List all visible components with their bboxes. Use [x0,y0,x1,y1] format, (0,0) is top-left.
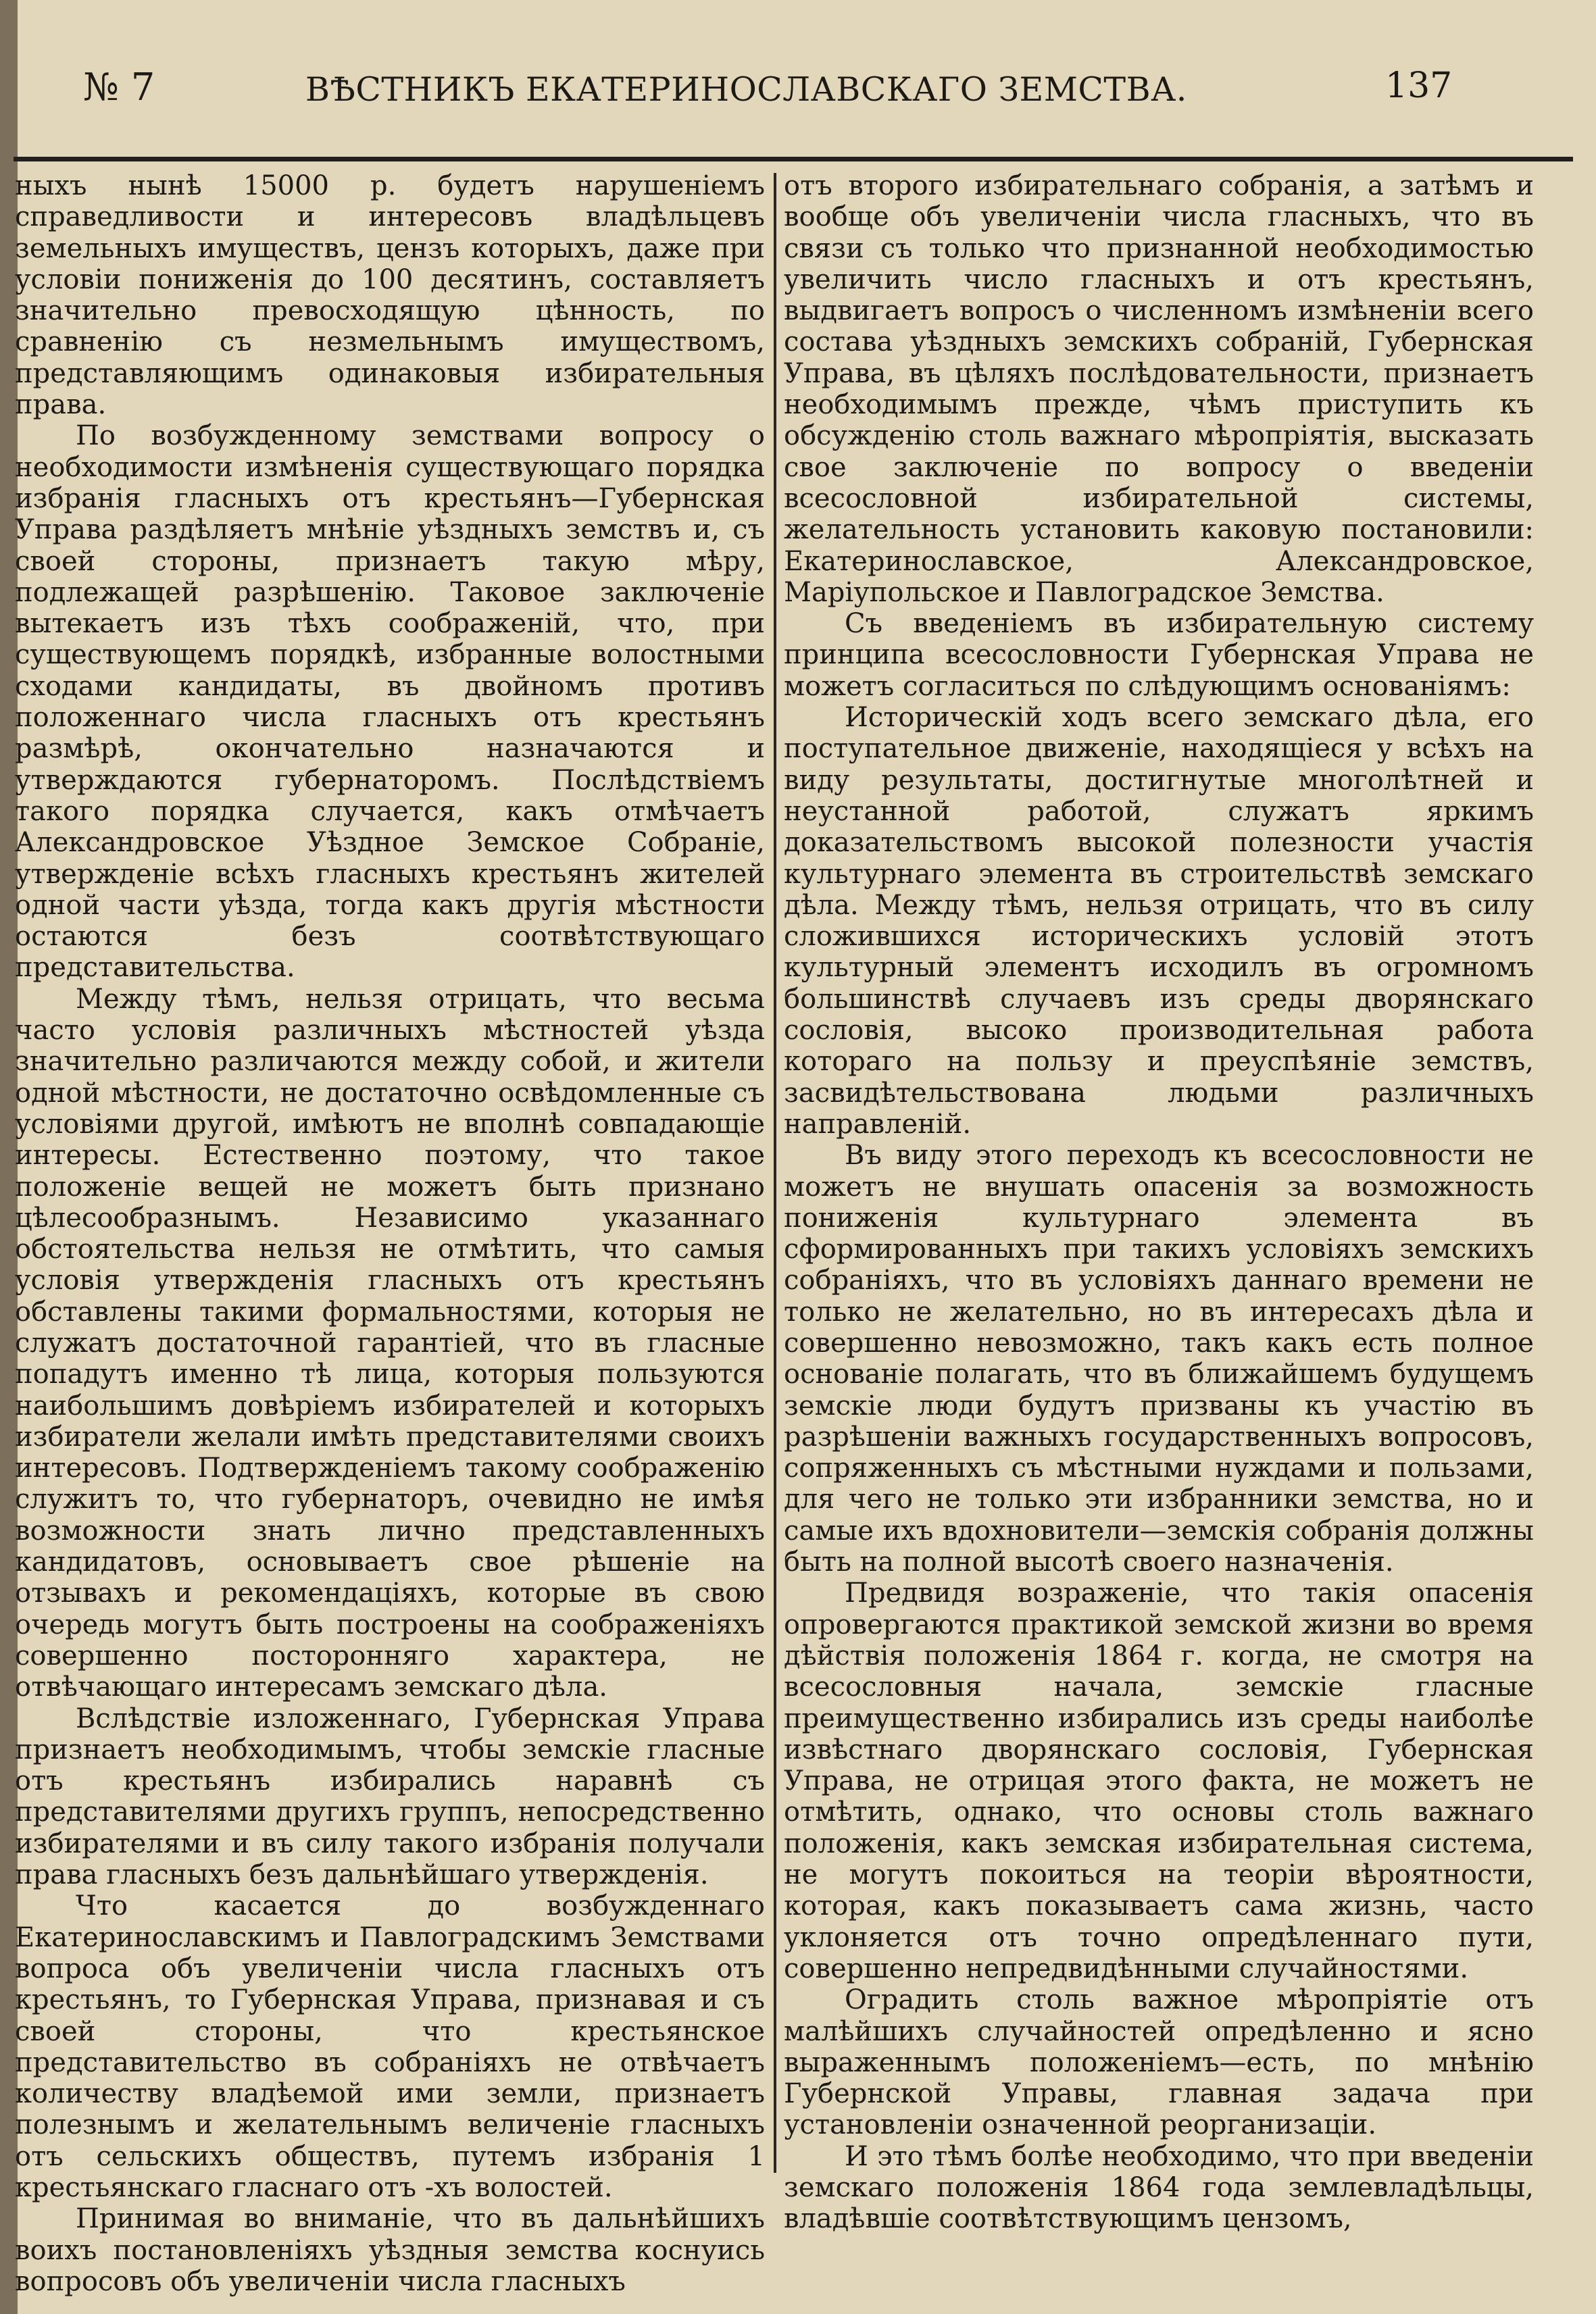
right-paragraph-3: Историческій ходъ всего земскаго дѣла, его поступательное движеніе, находящіеся у всѣхъ на виду результаты, достигнутые многолѣтней и неустанной работой, служатъ яркимъ доказательствомъ высокой полезности участія культурнаго элемента въ строительствѣ земскаго дѣла. Между тѣмъ, нельзя отрицать, что въ силу сложившихся историческихъ условій этотъ культурный элементъ исходилъ въ огромномъ большинствѣ случаевъ изъ среды дворянскаго сословія, высоко производительная работа котораго на пользу и преуспѣяніе земствъ, засвидѣтельствована людьми различныхъ направленій. [784,702,1534,1140]
left-column [15,170,765,2297]
right-paragraph-1: отъ второго избирательнаго собранія, а затѣмъ и вообще объ увеличеніи числа гласныхъ, что въ связи съ только что признанной необходимостью увеличить число гласныхъ и отъ крестьянъ, выдвигаетъ вопросъ о численномъ измѣненіи всего состава уѣздныхъ земскихъ собраній, Губернская Управа, въ цѣляхъ послѣдовательности, признаетъ необходимымъ прежде, чѣмъ приступить къ обсужденію столь важнаго мѣропріятія, высказать свое заключеніе по вопросу о введеніи всесословной избирательной системы, желательность установить каковую постановили: Екатеринославское, Александровское, Маріупольское и Павлоградское Земства. [784,170,1534,608]
left-paragraph-6: Принимая во вниманіе, что въ дальнѣйшихъ воихъ постановленіяхъ уѣздныя земства коснуись вопросовъ объ увеличеніи числа гласныхъ [15,2203,765,2297]
issue-number: № 7 [83,66,155,109]
left-paragraph-1: ныхъ нынѣ 15000 р. будетъ нарушеніемъ справедливости и интересовъ владѣльцевъ земельныхъ имуществъ, цензъ которыхъ, даже при условіи пониженія до 100 десятинъ, составляетъ значительно превосходящую цѣнность, по сравненію съ незмельнымъ имуществомъ, представляющимъ одинаковыя избирательныя права. [15,170,765,421]
page-number: 137 [1385,66,1453,106]
right-paragraph-2: Съ введеніемъ въ избирательную систему принципа всесословности Губернская Управа не можетъ согласиться по слѣдующимъ основаніямъ: [784,608,1534,702]
header-rule [14,157,1573,161]
left-paragraph-2: По возбужденному земствами вопросу о необходимости измѣненія существующаго порядка избранія гласныхъ отъ крестьянъ—Губернская Управа раздѣляетъ мнѣніе уѣздныхъ земствъ и, съ своей стороны, признаетъ такую мѣру, подлежащей разрѣшенію. Таковое заключеніе вытекаетъ изъ тѣхъ соображеній, что, при существующемъ порядкѣ, избранные волостными сходами кандидаты, въ двойномъ противъ положеннаго числа гласныхъ отъ крестьянъ размѣрѣ, окончательно назначаются и утверждаются губернаторомъ. Послѣдствіемъ такого порядка случается, какъ отмѣчаетъ Александровское Уѣздное Земское Собраніе, утвержденіе всѣхъ гласныхъ крестьянъ жителей одной части уѣзда, тогда какъ другія мѣстности остаются безъ соотвѣтствующаго представительства. [15,420,765,984]
right-paragraph-4: Въ виду этого переходъ къ всесословности не можетъ не внушать опасенія за возможность пониженія культурнаго элемента въ сформированныхъ при такихъ условіяхъ земскихъ собраніяхъ, что въ условіяхъ даннаго времени не только не желательно, но въ интересахъ дѣла и совершенно невозможно, такъ какъ есть полное основаніе полагать, что въ ближайшемъ будущемъ земскіе люди будутъ призваны къ участію въ разрѣшеніи важныхъ государственныхъ вопросовъ, сопряженныхъ съ мѣстными нуждами и пользами, для чего не только эти избранники земства, но и самые ихъ вдохновители—земскія собранія должны быть на полной высотѣ своего назначенія. [784,1140,1534,1578]
right-column [784,170,1534,2235]
journal-title: ВѢСТНИКЪ ЕКАТЕРИНОСЛАВСКАГО ЗЕМСТВА. [305,70,1187,109]
right-paragraph-5: Предвидя возраженіе, что такія опасенія опровергаются практикой земской жизни во время дѣйствія положенія 1864 г. когда, не смотря на всесословныя начала, земскіе гласные преимущественно избирались изъ среды наиболѣе извѣстнаго дворянскаго сословія, Губернская Управа, не отрицая этого факта, не можетъ не отмѣтить, однако, что основы столь важнаго положенія, какъ земская избирательная система, не могутъ покоиться на теоріи вѣроятности, которая, какъ показываетъ сама жизнь, часто уклоняется отъ точно опредѣленнаго пути, совершенно непредвидѣнными случайностями. [784,1578,1534,1984]
right-paragraph-6: Оградить столь важное мѣропріятіе отъ малѣйшихъ случайностей опредѣленно и ясно выраженнымъ положеніемъ—есть, по мнѣнію Губернской Управы, главная задача при установленіи означенной реорганизаціи. [784,1984,1534,2141]
column-divider [774,173,776,2173]
right-paragraph-7: И это тѣмъ болѣе необходимо, что при введеніи земскаго положенія 1864 года землевладѣльцы, владѣвшіе соотвѣтствующимъ цензомъ, [784,2140,1534,2235]
left-paragraph-3: Между тѣмъ, нельзя отрицать, что весьма часто условія различныхъ мѣстностей уѣзда значительно различаются между собой, и жители одной мѣстности, не достаточно освѣдомленные съ условіями другой, имѣютъ не вполнѣ совпадающіе интересы. Естественно поэтому, что такое положеніе вещей не можетъ быть признано цѣлесообразнымъ. Независимо указаннаго обстоятельства нельзя не отмѣтить, что самыя условія утвержденія гласныхъ отъ крестьянъ обставлены такими формальностями, которыя не служатъ достаточной гарантіей, что въ гласные попадутъ именно тѣ лица, которыя пользуются наибольшимъ довѣріемъ избирателей и которыхъ избиратели желали имѣть представителями своихъ интересовъ. Подтвержденіемъ такому соображенію служитъ то, что губернаторъ, очевидно не имѣя возможности знать лично представленныхъ кандидатовъ, основываетъ свое рѣшеніе на отзывахъ и рекомендаціяхъ, которые въ свою очередь могутъ быть построены на соображеніяхъ совершенно посторонняго характера, не отвѣчающаго интересамъ земскаго дѣла. [15,983,765,1703]
left-paragraph-4: Вслѣдствіе изложеннаго, Губернская Управа признаетъ необходимымъ, чтобы земскіе гласные отъ крестьянъ избирались наравнѣ съ представителями другихъ группъ, непосредственно избирателями и въ силу такого избранія получали права гласныхъ безъ дальнѣйшаго утвержденія. [15,1703,765,1891]
left-paragraph-5: Что касается до возбужденнаго Екатеринославскимъ и Павлоградскимъ Земствами вопроса объ увеличеніи числа гласныхъ отъ крестьянъ, то Губернская Управа, признавая и съ своей стороны, что крестьянское представительство въ собраніяхъ не отвѣчаетъ количеству владѣемой ими земли, признаетъ полезнымъ и желательнымъ величеніе гласныхъ отъ сельскихъ обществъ, путемъ избранія 1 крестьянскаго гласнаго отъ -хъ волостей. [15,1890,765,2203]
